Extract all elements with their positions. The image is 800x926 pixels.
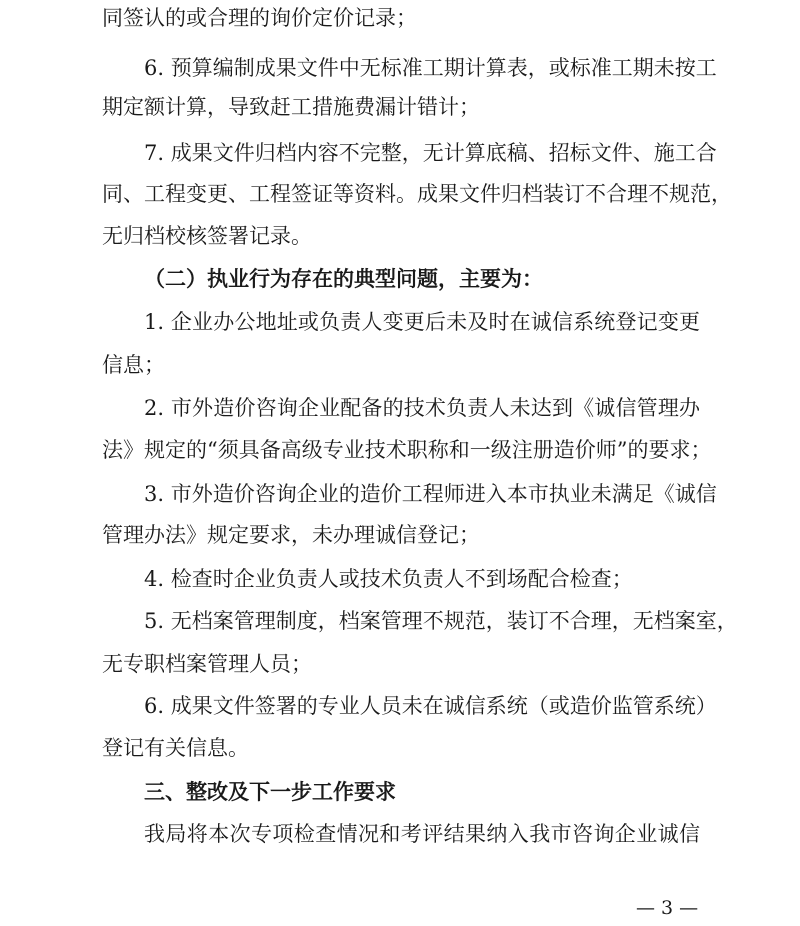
text-line-11: 法》规定的“须具备高级专业技术职称和一级注册造价师”的要求； bbox=[102, 438, 712, 462]
text-line-3: 期定额计算，导致赶工措施费漏计错计； bbox=[102, 95, 480, 119]
text-line-9: 信息； bbox=[102, 353, 165, 377]
section-heading-3: 三、整改及下一步工作要求 bbox=[144, 780, 396, 804]
text-line-8: 1. 企业办公地址或负责人变更后未及时在诚信系统登记变更 bbox=[144, 310, 700, 334]
text-line-2: 6. 预算编制成果文件中无标准工期计算表，或标准工期未按工 bbox=[144, 56, 717, 80]
text-line-15: 5. 无档案管理制度，档案管理不规范，装订不合理，无档案室， bbox=[144, 609, 738, 633]
subheading-2: （二）执业行为存在的典型问题，主要为： bbox=[144, 267, 543, 291]
text-line-13: 管理办法》规定要求，未办理诚信登记； bbox=[102, 523, 480, 547]
text-line-5: 同、工程变更、工程签证等资料。成果文件归档装订不合理不规范， bbox=[102, 182, 732, 206]
text-line-4: 7. 成果文件归档内容不完整，无计算底稿、招标文件、施工合 bbox=[144, 141, 717, 165]
page-number: — 3 — bbox=[636, 897, 699, 919]
text-line-14: 4. 检查时企业负责人或技术负责人不到场配合检查； bbox=[144, 567, 633, 591]
text-line-1: 同签认的或合理的询价定价记录； bbox=[102, 6, 417, 30]
text-line-18: 登记有关信息。 bbox=[102, 736, 249, 760]
text-line-6: 无归档校核签署记录。 bbox=[102, 224, 312, 248]
text-line-10: 2. 市外造价咨询企业配备的技术负责人未达到《诚信管理办 bbox=[144, 396, 700, 420]
text-line-20: 我局将本次专项检查情况和考评结果纳入我市咨询企业诚信 bbox=[144, 822, 700, 846]
text-line-16: 无专职档案管理人员； bbox=[102, 652, 312, 676]
text-line-17: 6. 成果文件签署的专业人员未在诚信系统（或造价监管系统） bbox=[144, 694, 717, 718]
text-line-12: 3. 市外造价咨询企业的造价工程师进入本市执业未满足《诚信 bbox=[144, 482, 717, 506]
